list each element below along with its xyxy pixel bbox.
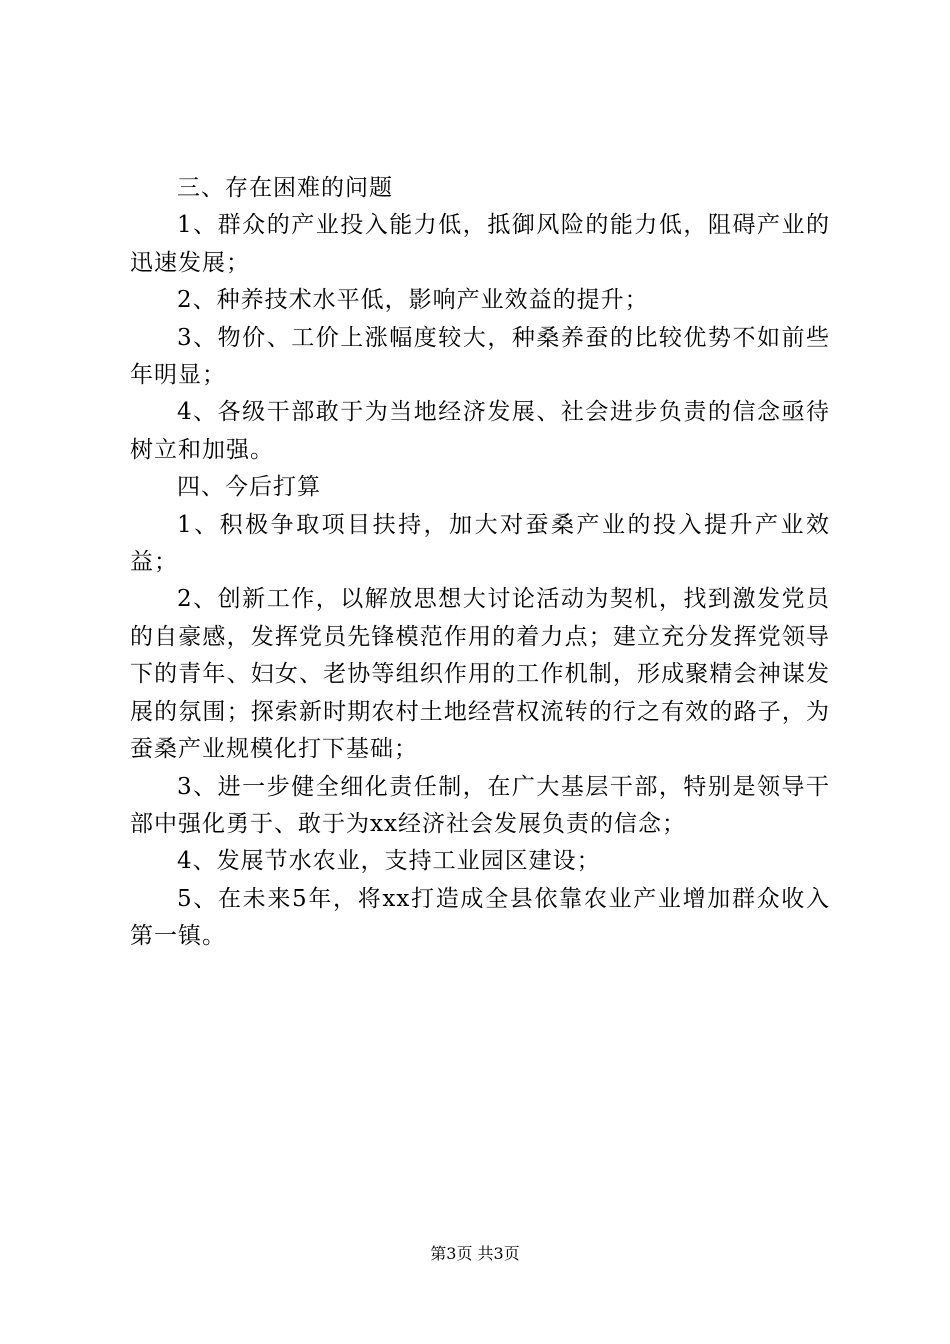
section-heading-plans: 四、今后打算	[177, 474, 321, 501]
document-body	[130, 170, 830, 956]
paragraph-difficulty-4: 4、各级干部敢于为当地经济发展、社会进步负责的信念亟待树立和加强。	[130, 399, 830, 463]
page-number-footer: 第3页 共3页	[430, 1244, 520, 1263]
paragraph-plan-1: 1、积极争取项目扶持，加大对蚕桑产业的投入提升产业效益；	[130, 511, 830, 576]
paragraph-plan-4: 4、发展节水农业，支持工业园区建设；	[177, 848, 601, 875]
paragraph-plan-2: 2、创新工作，以解放思想大讨论活动为契机，找到激发党员的自豪感，发挥党员先锋模范作用的着力点；建立充分发挥党领导下的青年、妇女、老协等组织作用的工作机制，形成聚精会神谋发展的氛围；探索新时期农村土地经营权流转的行之有效的路子，为蚕桑产业规模化打下基础；	[130, 586, 830, 763]
paragraph-difficulty-2: 2、种养技术水平低，影响产业效益的提升；	[177, 287, 649, 314]
section-heading-difficulties: 三、存在困难的问题	[177, 175, 393, 201]
paragraph-difficulty-3: 3、物价、工价上涨幅度较大，种桑养蚕的比较优势不如前些年明显；	[130, 324, 830, 389]
paragraph-plan-5: 5、在未来5年，将xx打造成全县依靠农业产业增加群众收入第一镇。	[130, 885, 830, 950]
paragraph-difficulty-1: 1、群众的产业投入能力低，抵御风险的能力低，阻碍产业的迅速发展；	[130, 212, 830, 276]
paragraph-plan-3: 3、进一步健全细化责任制，在广大基层干部，特别是领导干部中强化勇于、敢于为xx经济社会发展负责的信念；	[130, 773, 830, 837]
